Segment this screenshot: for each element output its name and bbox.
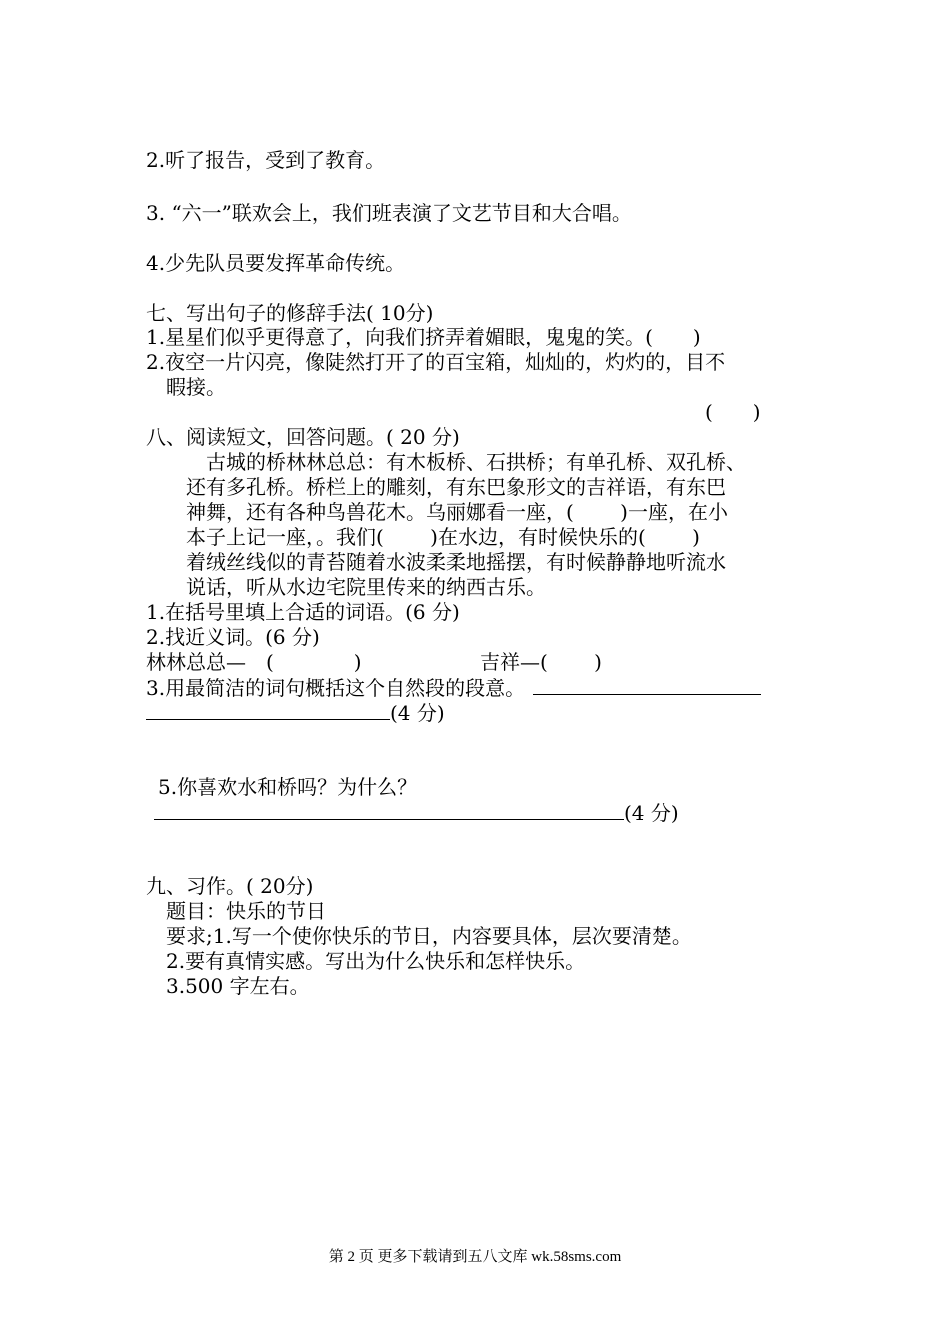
passage-line-5: 着绒丝线似的青苔随着水波柔柔地摇摆，有时候静静地听流水	[186, 550, 726, 574]
passage-line-1: 古城的桥林林总总：有木板桥、石拱桥；有单孔桥、双孔桥、	[186, 450, 746, 474]
s8-q3-text: 3.用最简洁的词句概括这个自然段的段意。	[146, 676, 526, 700]
composition-title: 题目：快乐的节日	[166, 899, 326, 923]
answer-line[interactable]	[533, 694, 761, 695]
requirement-2: 2.要有真情实感。写出为什么快乐和怎样快乐。	[166, 949, 586, 973]
answer-line[interactable]	[146, 719, 390, 720]
s8-q3	[146, 675, 761, 701]
section-9-heading: 九、习作。( 20分)	[146, 874, 314, 898]
passage-line-4: 本子上记一座，。我们( )在水边，有时候快乐的( )	[186, 525, 700, 549]
requirement-3: 3.500 字左右。	[166, 974, 310, 998]
s6-q2: 2.听了报告，受到了教育。	[146, 148, 386, 172]
page-footer: 第 2 页 更多下载请到五八文库 wk.58sms.com	[328, 1249, 622, 1265]
s8-q1: 1.在括号里填上合适的词语。(6 分)	[146, 600, 460, 624]
section-8-heading: 八、阅读短文，回答问题。( 20 分)	[146, 425, 460, 449]
s6-q3: 3. “六一”联欢会上，我们班表演了文艺节目和大合唱。	[146, 201, 632, 225]
s8-q3-score: (4 分)	[390, 701, 445, 725]
s8-q5-score: (4 分)	[624, 801, 679, 825]
passage-line-6: 说话，听从水边宅院里传来的纳西古乐。	[186, 575, 546, 599]
s8-q3-cont	[146, 700, 445, 726]
synonym-2: 吉祥—( )	[480, 650, 602, 674]
answer-line[interactable]	[154, 819, 624, 820]
s7-q2-line1: 2.夜空一片闪亮，像陡然打开了的百宝箱，灿灿的，灼灼的，目不	[146, 350, 726, 374]
s7-q1: 1.星星们似乎更得意了，向我们挤弄着媚眼，鬼鬼的笑。( )	[146, 325, 701, 349]
s6-q4: 4.少先队员要发挥革命传统。	[146, 251, 406, 275]
s7-q2-answer-paren: ( )	[705, 400, 761, 424]
synonym-1: 林林总总— ( )	[146, 650, 362, 674]
section-7-heading: 七、写出句子的修辞手法( 10分)	[146, 301, 434, 325]
s8-q5: 5.你喜欢水和桥吗？为什么？	[158, 775, 418, 799]
passage-line-3: 神舞，还有各种鸟兽花木。乌丽娜看一座，( )一座，在小	[186, 500, 728, 524]
s7-q2-line2: 暇接。	[166, 375, 226, 399]
requirement-1: 要求;1.写一个使你快乐的节日，内容要具体，层次要清楚。	[166, 924, 692, 948]
s8-q2: 2.找近义词。(6 分)	[146, 625, 320, 649]
s8-q5-answer	[154, 800, 679, 826]
passage-line-2: 还有多孔桥。桥栏上的雕刻，有东巴象形文的吉祥语，有东巴	[186, 475, 726, 499]
